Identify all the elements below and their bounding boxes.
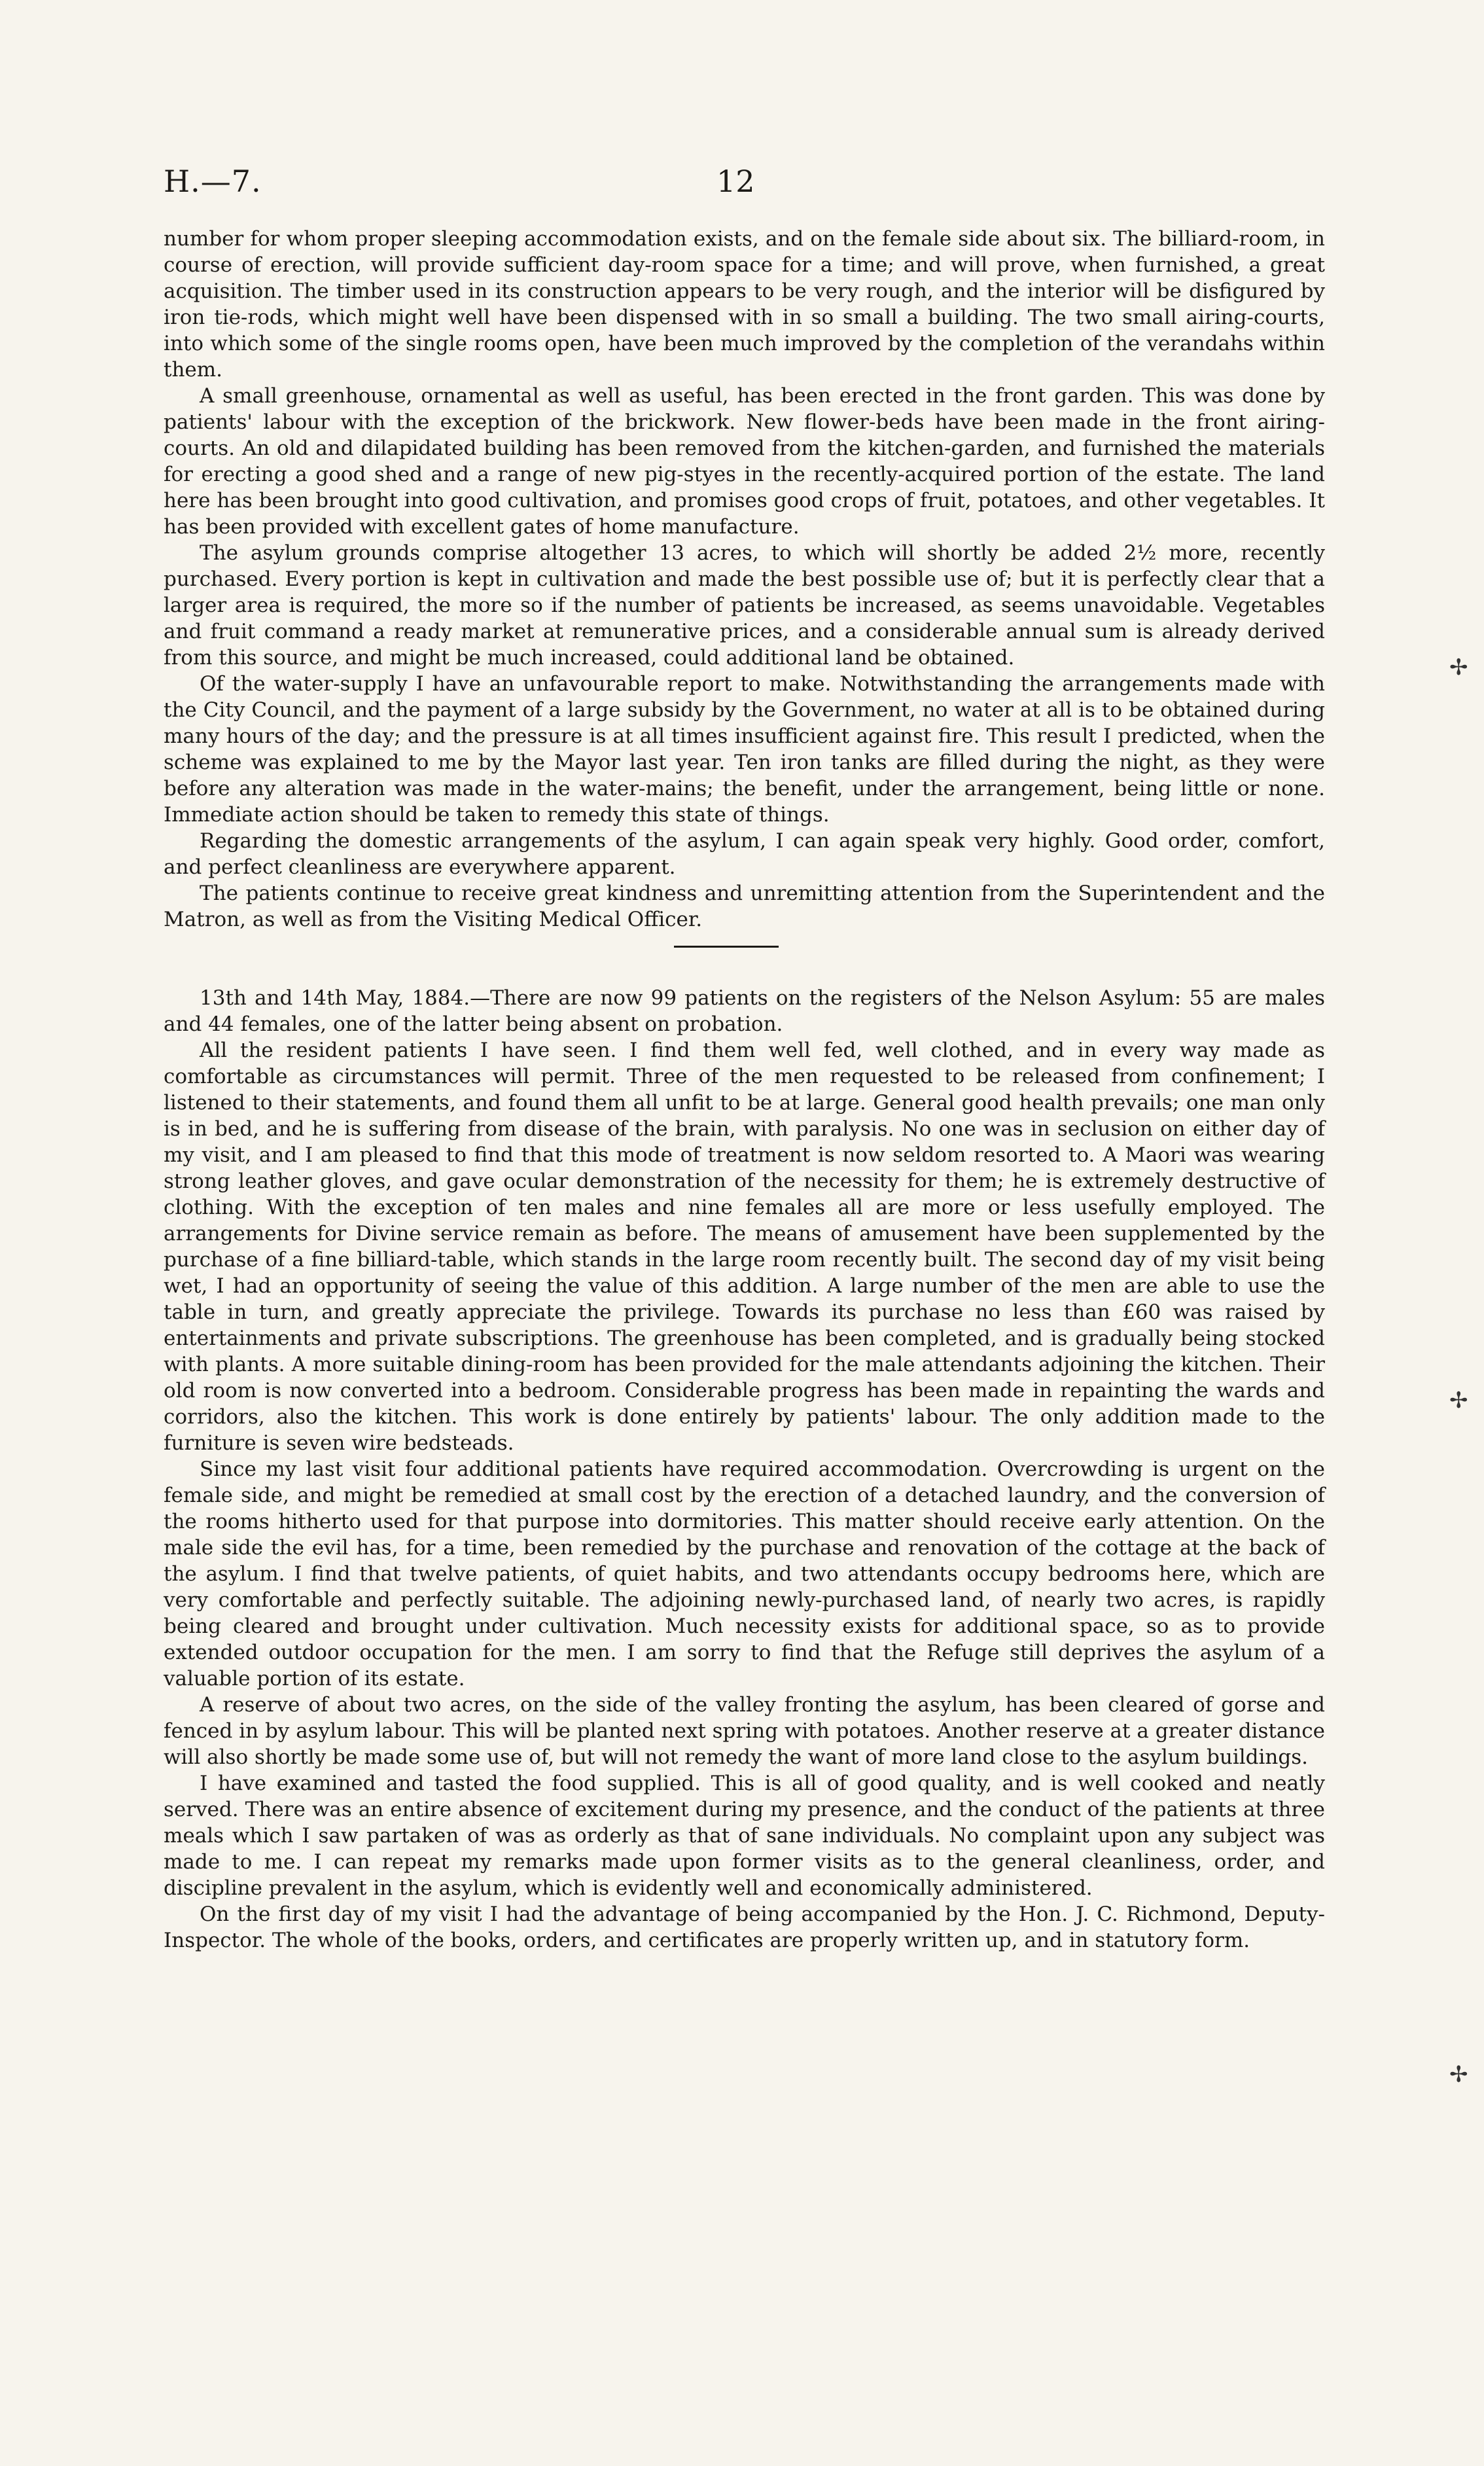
paragraph: Of the water-supply I have an unfavourable report to make. Notwithstanding the arrangements made with the City Council, and the payment of a large subsidy by the Government, no water at all is to be obtained during many hours of the day; and the pressure is at all times insufficient against fire. This result I predicted, when the scheme was explained to me by the Mayor last year. Ten iron tanks are filled during the night, as they were before any alteration was made in the water-mains; the benefit, under the arrangement, being little or none. Immediate action should be taken to remedy this state of things. <box>164 672 1325 827</box>
page-number: 12 <box>716 164 755 199</box>
divider-rule <box>674 946 779 948</box>
paragraph: On the first day of my visit I had the advantage of being accompanied by the Hon. J. C. Richmond, Deputy-Inspector. The whole of the books, orders, and certificates are properly written up, and in statutory form. <box>164 1903 1325 1952</box>
paragraph: Since my last visit four additional patients have required accommodation. Overcrowding is urgent on the female side, and might be remedied at small cost by the erection of a detached laundry, and the conversion of the rooms hitherto used for that purpose into dormitories. This matter should receive early attention. On the male side the evil has, for a time, been remedied by the purchase and renovation of the cottage at the back of the asylum. I find that twelve patients, of quiet habits, and two attendants occupy bedrooms here, which are very comfortable and perfectly suitable. The adjoining newly-purchased land, of nearly two acres, is rapidly being cleared and brought under cultivation. Much necessity exists for additional space, so as to provide extended outdoor occupation for the men. I am sorry to find that the Refuge still deprives the asylum of a valuable portion of its estate. <box>164 1457 1325 1690</box>
margin-mark-icon: ✢ <box>1449 2062 1468 2088</box>
section-divider <box>164 933 1325 985</box>
paragraph: Regarding the domestic arrangements of the asylum, I can again speak very highly. Good order, comfort, and perfect cleanliness are everywhere apparent. <box>164 829 1325 879</box>
paragraph: number for whom proper sleeping accommodation exists, and on the female side about six. The billiard-room, in course of erection, will provide sufficient day-room space for a time; and will prove, when furnished, a great acquisition. The timber used in its construction appears to be very rough, and the interior will be disfigured by iron tie-rods, which might well have been dispensed with in so small a building. The two small airing-courts, into which some of the single rooms open, have been much improved by the completion of the verandahs within them. <box>164 227 1325 382</box>
paragraph: The asylum grounds comprise altogether 13 acres, to which will shortly be added 2½ more, recently purchased. Every portion is kept in cultivation and made the best possible use of; but it is perfectly clear that a larger area is required, the more so if the number of patients be increased, as seems unavoidable. Vegetables and fruit command a ready market at remunerative prices, and a considerable annual sum is already derived from this source, and might be much increased, could additional land be obtained. <box>164 541 1325 670</box>
paragraph: 13th and 14th May, 1884.—There are now 99 patients on the registers of the Nelson Asylum: 55 are males and 44 females, one of the latter being absent on probation. <box>164 986 1325 1036</box>
margin-mark-icon: ✢ <box>1449 654 1468 681</box>
margin-mark-icon: ✢ <box>1449 1387 1468 1414</box>
paragraph: All the resident patients I have seen. I find them well fed, well clothed, and in every way made as comfortable as circumstances will permit. Three of the men requested to be released from confinement; I listened to their statements, and found them all unfit to be at large. General good health prevails; one man only is in bed, and he is suffering from disease of the brain, with paralysis. No one was in seclusion on either day of my visit, and I am pleased to find that this mode of treatment is now seldom resorted to. A Maori was wearing strong leather gloves, and gave ocular demonstration of the necessity for them; he is extremely destructive of clothing. With the exception of ten males and nine females all are more or less usefully employed. The arrangements for Divine service remain as before. The means of amusement have been supplemented by the purchase of a fine billiard-table, which stands in the large room recently built. The second day of my visit being wet, I had an opportunity of seeing the value of this addition. A large number of the men are able to use the table in turn, and greatly appreciate the privilege. Towards its purchase no less than £60 was raised by entertainments and private subscriptions. The greenhouse has been completed, and is gradually being stocked with plants. A more suitable dining-room has been provided for the male attendants adjoining the kitchen. Their old room is now converted into a bedroom. Considerable progress has been made in repainting the wards and corridors, also the kitchen. This work is done entirely by patients' labour. The only addition made to the furniture is seven wire bedsteads. <box>164 1039 1325 1455</box>
paragraph: I have examined and tasted the food supplied. This is all of good quality, and is well cooked and neatly served. There was an entire absence of excitement during my presence, and the conduct of the patients at three meals which I saw partaken of was as orderly as that of sane individuals. No complaint upon any subject was made to me. I can repeat my remarks made upon former visits as to the general cleanliness, order, and discipline prevalent in the asylum, which is evidently well and economically administered. <box>164 1772 1325 1900</box>
document-code: H.—7. <box>164 164 262 199</box>
page-header <box>164 164 1325 216</box>
paragraph: A reserve of about two acres, on the side of the valley fronting the asylum, has been cleared of gorse and fenced in by asylum labour. This will be planted next spring with potatoes. Another reserve at a greater distance will also shortly be made some use of, but will not remedy the want of more land close to the asylum buildings. <box>164 1693 1325 1769</box>
paragraph: The patients continue to receive great kindness and unremitting attention from the Superintendent and the Matron, as well as from the Visiting Medical Officer. <box>164 882 1325 931</box>
body-text <box>164 226 1325 1954</box>
paragraph: A small greenhouse, ornamental as well as useful, has been erected in the front garden. This was done by patients' labour with the exception of the brickwork. New flower-beds have been made in the front airing-courts. An old and dilapidated building has been removed from the kitchen-garden, and furnished the materials for erecting a good shed and a range of new pig-styes in the recently-acquired portion of the estate. The land here has been brought into good cultivation, and promises good crops of fruit, potatoes, and other vegetables. It has been provided with excellent gates of home manufacture. <box>164 384 1325 539</box>
